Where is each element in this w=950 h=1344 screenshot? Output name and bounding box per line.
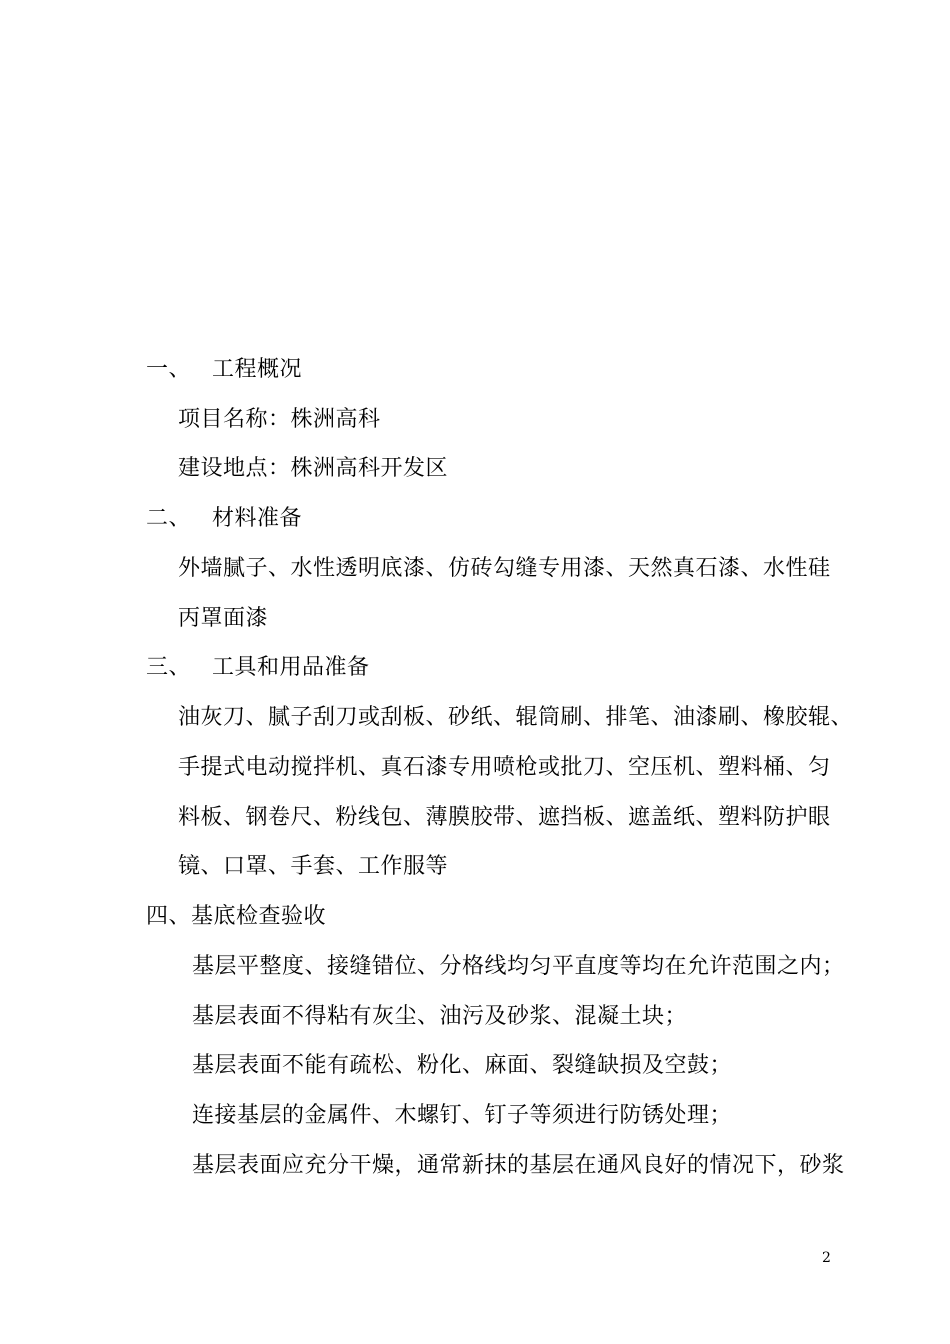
project-name-line: 项目名称：株洲高科 bbox=[178, 407, 381, 432]
tools-line: 手提式电动搅拌机、真石漆专用喷枪或批刀、空压机、塑料桶、匀 bbox=[178, 755, 831, 780]
section-title: 材料准备 bbox=[212, 506, 303, 531]
section-title: 工程概况 bbox=[212, 357, 303, 382]
materials-line: 外墙腻子、水性透明底漆、仿砖勾缝专用漆、天然真石漆、水性硅 bbox=[178, 556, 831, 581]
section-heading-3 bbox=[146, 653, 370, 683]
materials-line: 丙罩面漆 bbox=[178, 606, 269, 631]
inspection-line: 连接基层的金属件、木螺钉、钉子等须进行防锈处理； bbox=[192, 1103, 733, 1128]
inspection-line: 基层平整度、接缝错位、分格线均匀平直度等均在允许范围之内； bbox=[192, 954, 845, 979]
inspection-line: 基层表面不得粘有灰尘、油污及砂浆、混凝土块； bbox=[192, 1004, 688, 1029]
section-heading-4: 四、基底检查验收 bbox=[146, 904, 327, 929]
section-heading-1 bbox=[146, 355, 302, 385]
section-title: 工具和用品准备 bbox=[212, 655, 370, 680]
tools-line: 料板、钢卷尺、粉线包、薄膜胶带、遮挡板、遮盖纸、塑料防护眼 bbox=[178, 805, 831, 830]
section-number: 一、 bbox=[146, 357, 192, 382]
page-number: 2 bbox=[822, 1250, 831, 1266]
section-number: 二、 bbox=[146, 506, 192, 531]
project-location-line: 建设地点：株洲高科开发区 bbox=[178, 456, 449, 481]
tools-line: 油灰刀、腻子刮刀或刮板、砂纸、辊筒刷、排笔、油漆刷、橡胶辊、 bbox=[178, 705, 854, 730]
section-number: 三、 bbox=[146, 655, 192, 680]
tools-line: 镜、口罩、手套、工作服等 bbox=[178, 854, 449, 879]
inspection-line: 基层表面不能有疏松、粉化、麻面、裂缝缺损及空鼓； bbox=[192, 1053, 733, 1078]
inspection-line: 基层表面应充分干燥，通常新抹的基层在通风良好的情况下，砂浆 bbox=[192, 1153, 845, 1178]
section-heading-2 bbox=[146, 504, 302, 534]
